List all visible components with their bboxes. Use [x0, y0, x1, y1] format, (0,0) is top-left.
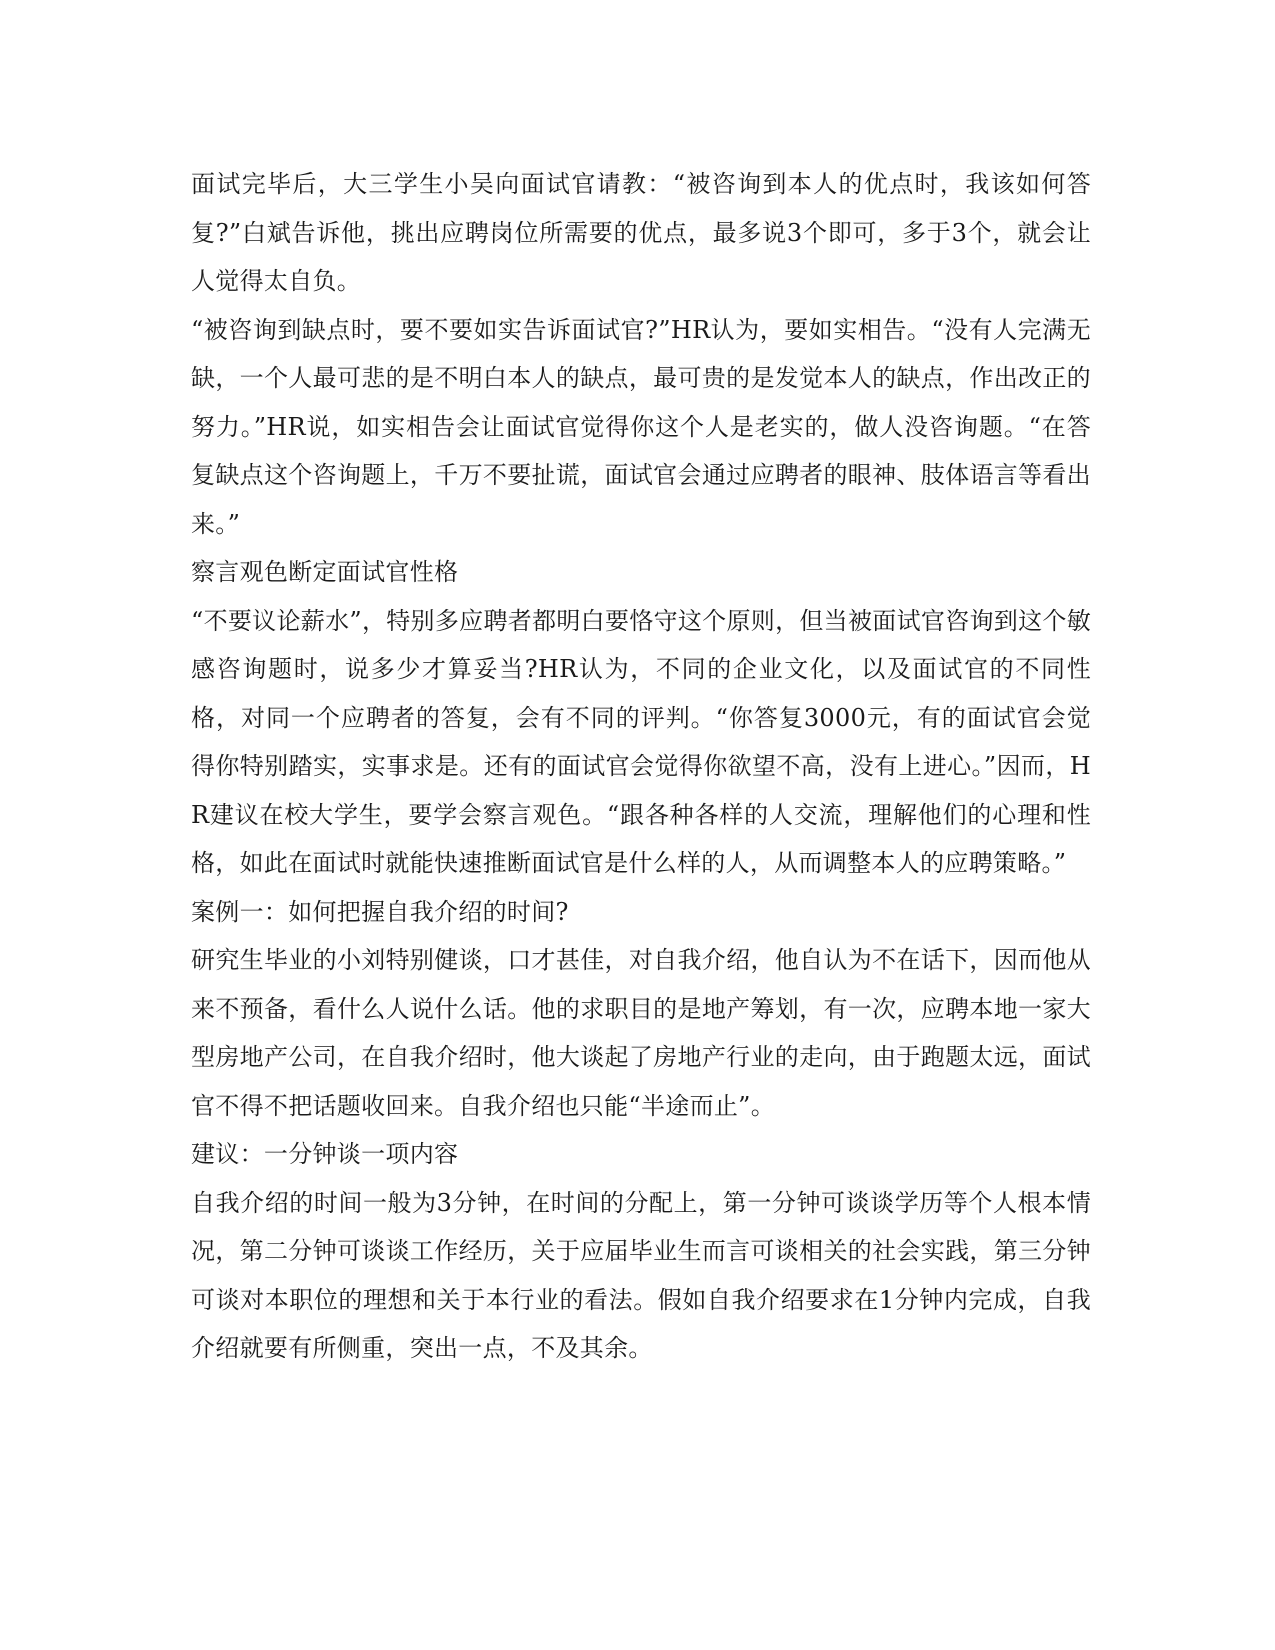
paragraph-weaknesses-answer: “被咨询到缺点时，要不要如实告诉面试官?”HR认为，要如实相告。“没有人完满无缺，一个人最可悲的是不明白本人的缺点，最可贵的是发觉本人的缺点，作出改正的努力。”HR说，如实相告会让面试官觉得你这个人是老实的，做人没咨询题。“在答复缺点这个咨询题上，千万不要扯谎，面试官会通过应聘者的眼神、肢体语言等看出来。” — [191, 315, 1091, 538]
document-body — [191, 160, 1091, 1373]
paragraph-salary-discussion: “不要议论薪水”，特别多应聘者都明白要恪守这个原则，但当被面试官咨询到这个敏感咨询题时，说多少才算妥当?HR认为，不同的企业文化，以及面试官的不同性格，对同一个应聘者的答复，会有不同的评判。“你答复3000元，有的面试官会觉得你特别踏实，实事求是。还有的面试官会觉得你欲望不高，没有上进心。”因而，HR建议在校大学生，要学会察言观色。“跟各种各样的人交流，理解他们的心理和性格，如此在面试时就能快速推断面试官是什么样的人，从而调整本人的应聘策略。” — [191, 606, 1091, 877]
paragraph-case-one-story: 研究生毕业的小刘特别健谈，口才甚佳，对自我介绍，他自认为不在话下，因而他从来不预备，看什么人说什么话。他的求职目的是地产筹划，有一次，应聘本地一家大型房地产公司，在自我介绍时，他大谈起了房地产行业的走向，由于跑题太远，面试官不得不把话题收回来。自我介绍也只能“半途而止”。 — [191, 946, 1091, 1120]
section-heading-read-interviewer: 察言观色断定面试官性格 — [191, 558, 459, 586]
paragraph-strengths-answer: 面试完毕后，大三学生小吴向面试官请教：“被咨询到本人的优点时，我该如何答复?”白斌告诉他，挑出应聘岗位所需要的优点，最多说3个即可，多于3个，就会让人觉得太自负。 — [191, 170, 1091, 295]
section-heading-suggestion: 建议：一分钟谈一项内容 — [191, 1140, 459, 1168]
paragraph-time-allocation: 自我介绍的时间一般为3分钟，在时间的分配上，第一分钟可谈谈学历等个人根本情况，第二分钟可谈谈工作经历，关于应届毕业生而言可谈相关的社会实践，第三分钟可谈对本职位的理想和关于本行业的看法。假如自我介绍要求在1分钟内完成，自我介绍就要有所侧重，突出一点，不及其余。 — [191, 1188, 1091, 1362]
section-heading-case-one: 案例一：如何把握自我介绍的时间? — [191, 897, 569, 926]
